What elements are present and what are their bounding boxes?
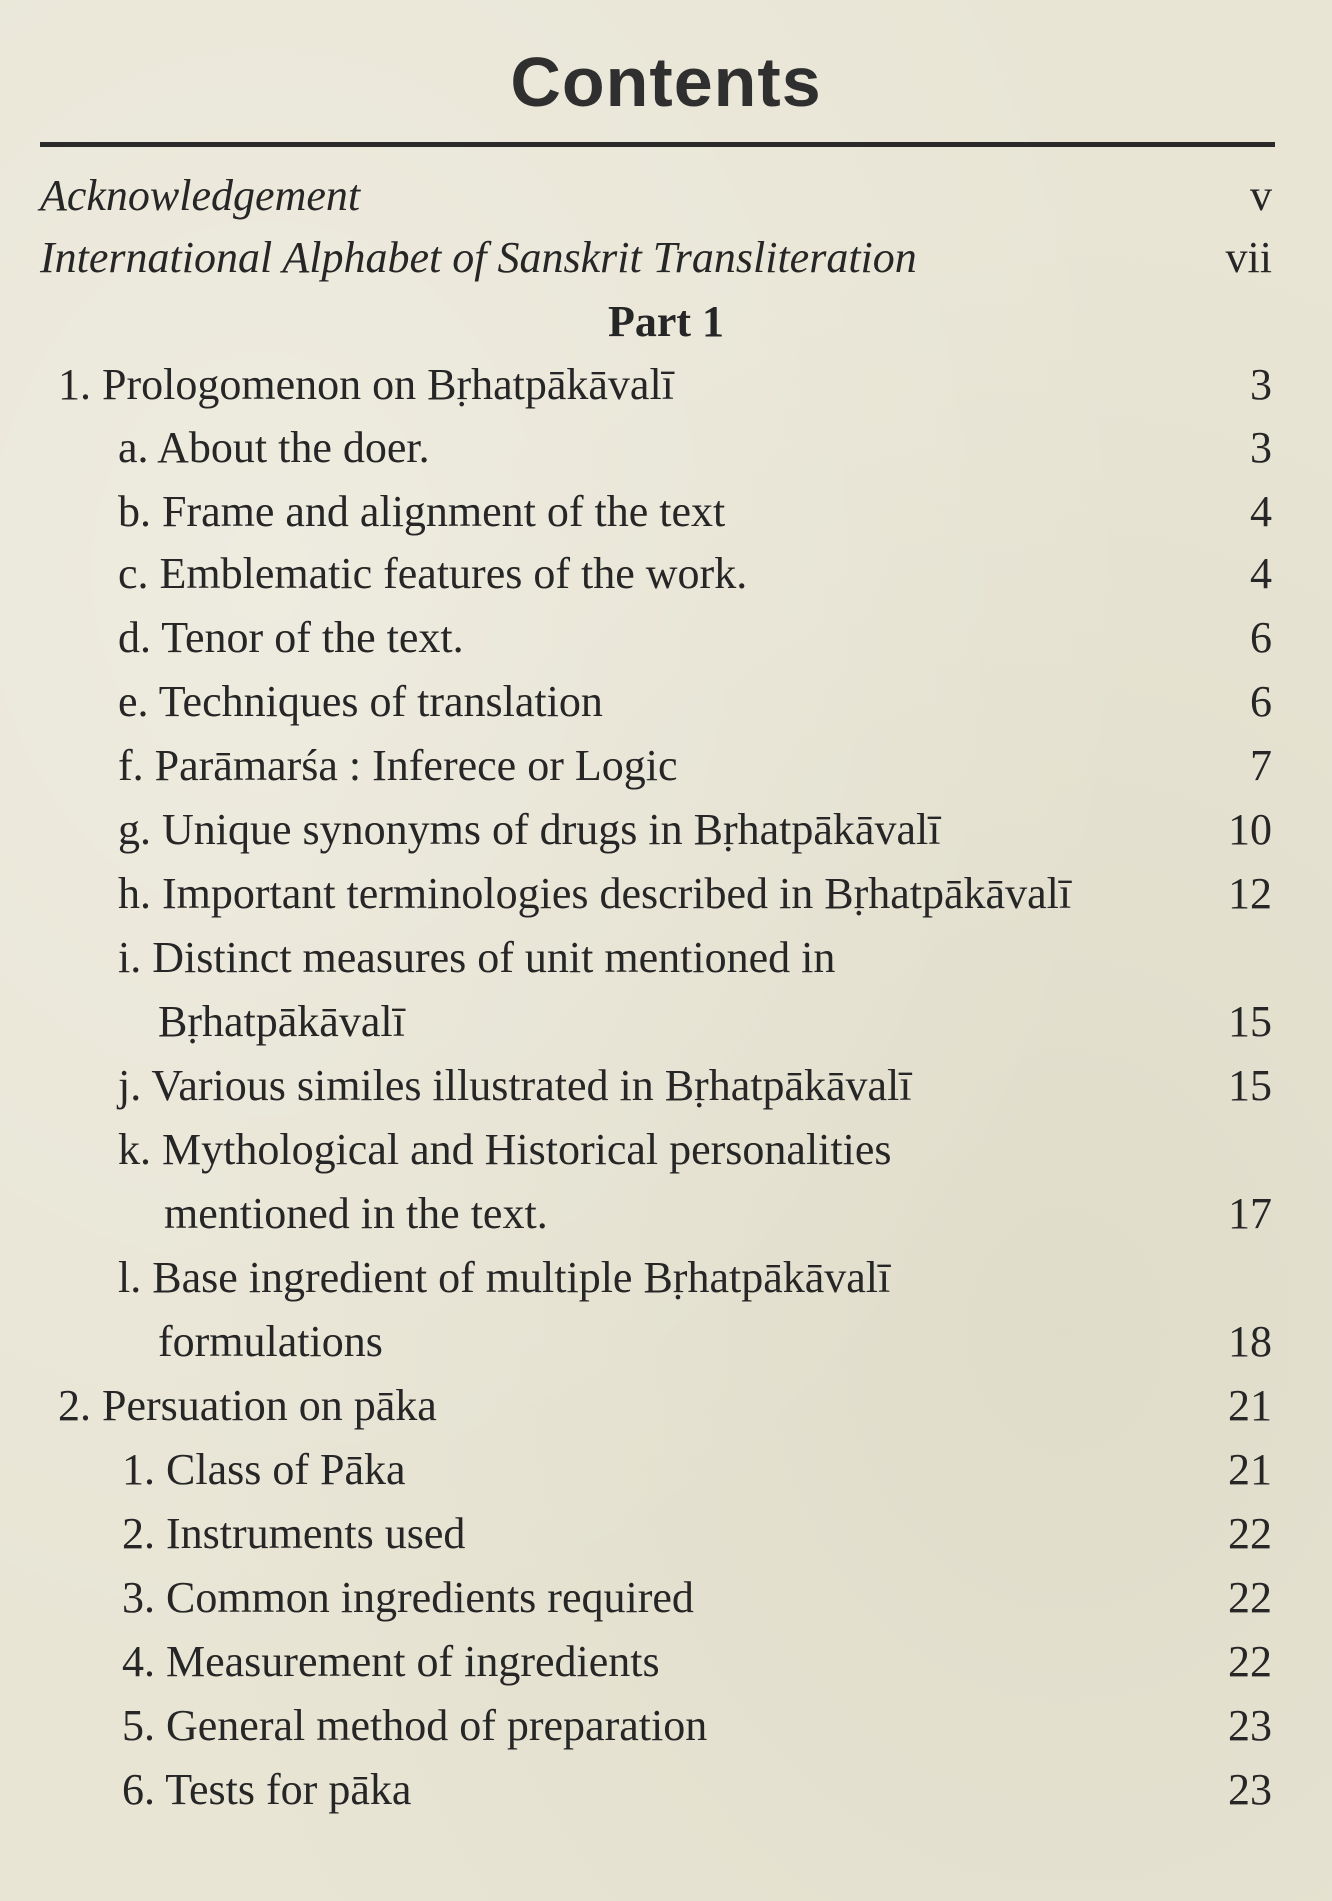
- toc-entry-label: 4. Measurement of ingredients: [122, 1637, 660, 1686]
- toc-entry-label: 6. Tests for pāka: [122, 1765, 412, 1814]
- toc-entry-label: 3. Common ingredients required: [122, 1573, 694, 1622]
- toc-entry-page: 18: [1228, 1317, 1272, 1366]
- toc-entry: [0, 1184, 1332, 1244]
- toc-entry: [0, 1568, 1332, 1628]
- toc-entry: [0, 1376, 1332, 1436]
- toc-entry-label: k. Mythological and Historical personalities: [118, 1125, 892, 1174]
- toc-entry: [0, 672, 1332, 732]
- toc-entry: [0, 1632, 1332, 1692]
- toc-entry-label: International Alphabet of Sanskrit Transliteration: [40, 233, 917, 282]
- toc-entry-page: 22: [1228, 1509, 1272, 1558]
- toc-entry-label: 1. Prologomenon on Bṛhatpākāvalī: [58, 360, 674, 409]
- toc-entry-label: formulations: [158, 1317, 383, 1366]
- part-heading: Part 1: [607, 297, 725, 346]
- toc-entry-label: c. Emblematic features of the work.: [118, 549, 748, 598]
- toc-entry: [0, 736, 1332, 796]
- toc-entry-page: 10: [1228, 805, 1272, 854]
- toc-entry-label: Acknowledgement: [40, 171, 361, 220]
- toc-entry-page: 23: [1228, 1701, 1272, 1750]
- toc-entry-page: 21: [1228, 1445, 1272, 1494]
- toc-entry: [0, 355, 1332, 415]
- toc-entry-label: e. Techniques of translation: [118, 677, 603, 726]
- toc-entry-label: h. Important terminologies described in Bṛhatpākāvalī: [118, 869, 1072, 918]
- toc-entry-label: d. Tenor of the text.: [118, 613, 464, 662]
- toc-entry: [0, 1056, 1332, 1116]
- toc-entry: [0, 1120, 1332, 1180]
- toc-entry: [0, 1248, 1332, 1308]
- toc-entry-label: a. About the doer.: [118, 423, 430, 472]
- toc-entry-page: 15: [1228, 997, 1272, 1046]
- toc-entry-page: 7: [1250, 741, 1272, 790]
- toc-entry-label: 1. Class of Pāka: [122, 1445, 406, 1494]
- toc-entry-label: mentioned in the text.: [164, 1189, 548, 1238]
- toc-entry-label: 2. Instruments used: [122, 1509, 466, 1558]
- toc-entry: [0, 992, 1332, 1052]
- toc-entry: [0, 608, 1332, 668]
- toc-entry-page: 21: [1228, 1381, 1272, 1430]
- toc-entry: [0, 928, 1332, 988]
- toc-entry: [0, 1504, 1332, 1564]
- toc-entry: [0, 228, 1332, 288]
- toc-entry: [0, 1312, 1332, 1372]
- toc-entry-page: 12: [1228, 869, 1272, 918]
- toc-entry-page: 22: [1228, 1573, 1272, 1622]
- toc-entry-label: i. Distinct measures of unit mentioned in: [118, 933, 836, 982]
- toc-entry: [0, 482, 1332, 542]
- toc-entry-label: 5. General method of preparation: [122, 1701, 708, 1750]
- toc-entry-page: 22: [1228, 1637, 1272, 1686]
- toc-entry-page: 3: [1250, 423, 1272, 472]
- toc-entry-page: 4: [1250, 487, 1272, 536]
- toc-entry-label: 2. Persuation on pāka: [58, 1381, 437, 1430]
- toc-entry-label: f. Parāmarśa : Inferece or Logic: [118, 741, 678, 790]
- toc-entry: [0, 1440, 1332, 1500]
- toc-entry-page: 17: [1228, 1189, 1272, 1238]
- toc-entry: [0, 418, 1332, 478]
- toc-entry-label: g. Unique synonyms of drugs in Bṛhatpākāvalī: [118, 805, 941, 854]
- toc-entry-page: 6: [1250, 677, 1272, 726]
- toc-entry: [0, 800, 1332, 860]
- toc-entry-page: 15: [1228, 1061, 1272, 1110]
- toc-entry-label: j. Various similes illustrated in Bṛhatpākāvalī: [118, 1061, 912, 1110]
- toc-entry: [0, 1696, 1332, 1756]
- toc-entry: [0, 1760, 1332, 1820]
- toc-entry: [0, 864, 1332, 924]
- title-rule: [40, 142, 1275, 147]
- toc-entry: [0, 544, 1332, 604]
- toc-entry-page: 4: [1250, 549, 1272, 598]
- toc-entry-page: 23: [1228, 1765, 1272, 1814]
- toc-entry-page: v: [1250, 171, 1272, 220]
- toc-entry-label: l. Base ingredient of multiple Bṛhatpākāvalī: [118, 1253, 891, 1302]
- toc-entry: [0, 166, 1332, 226]
- toc-entry-label: b. Frame and alignment of the text: [118, 487, 726, 536]
- toc-entry-page: 6: [1250, 613, 1272, 662]
- toc-entry-page: 3: [1250, 360, 1272, 409]
- toc-entry-label: Bṛhatpākāvalī: [158, 997, 405, 1046]
- toc-entry-page: vii: [1225, 233, 1272, 282]
- page-title: Contents: [510, 43, 822, 121]
